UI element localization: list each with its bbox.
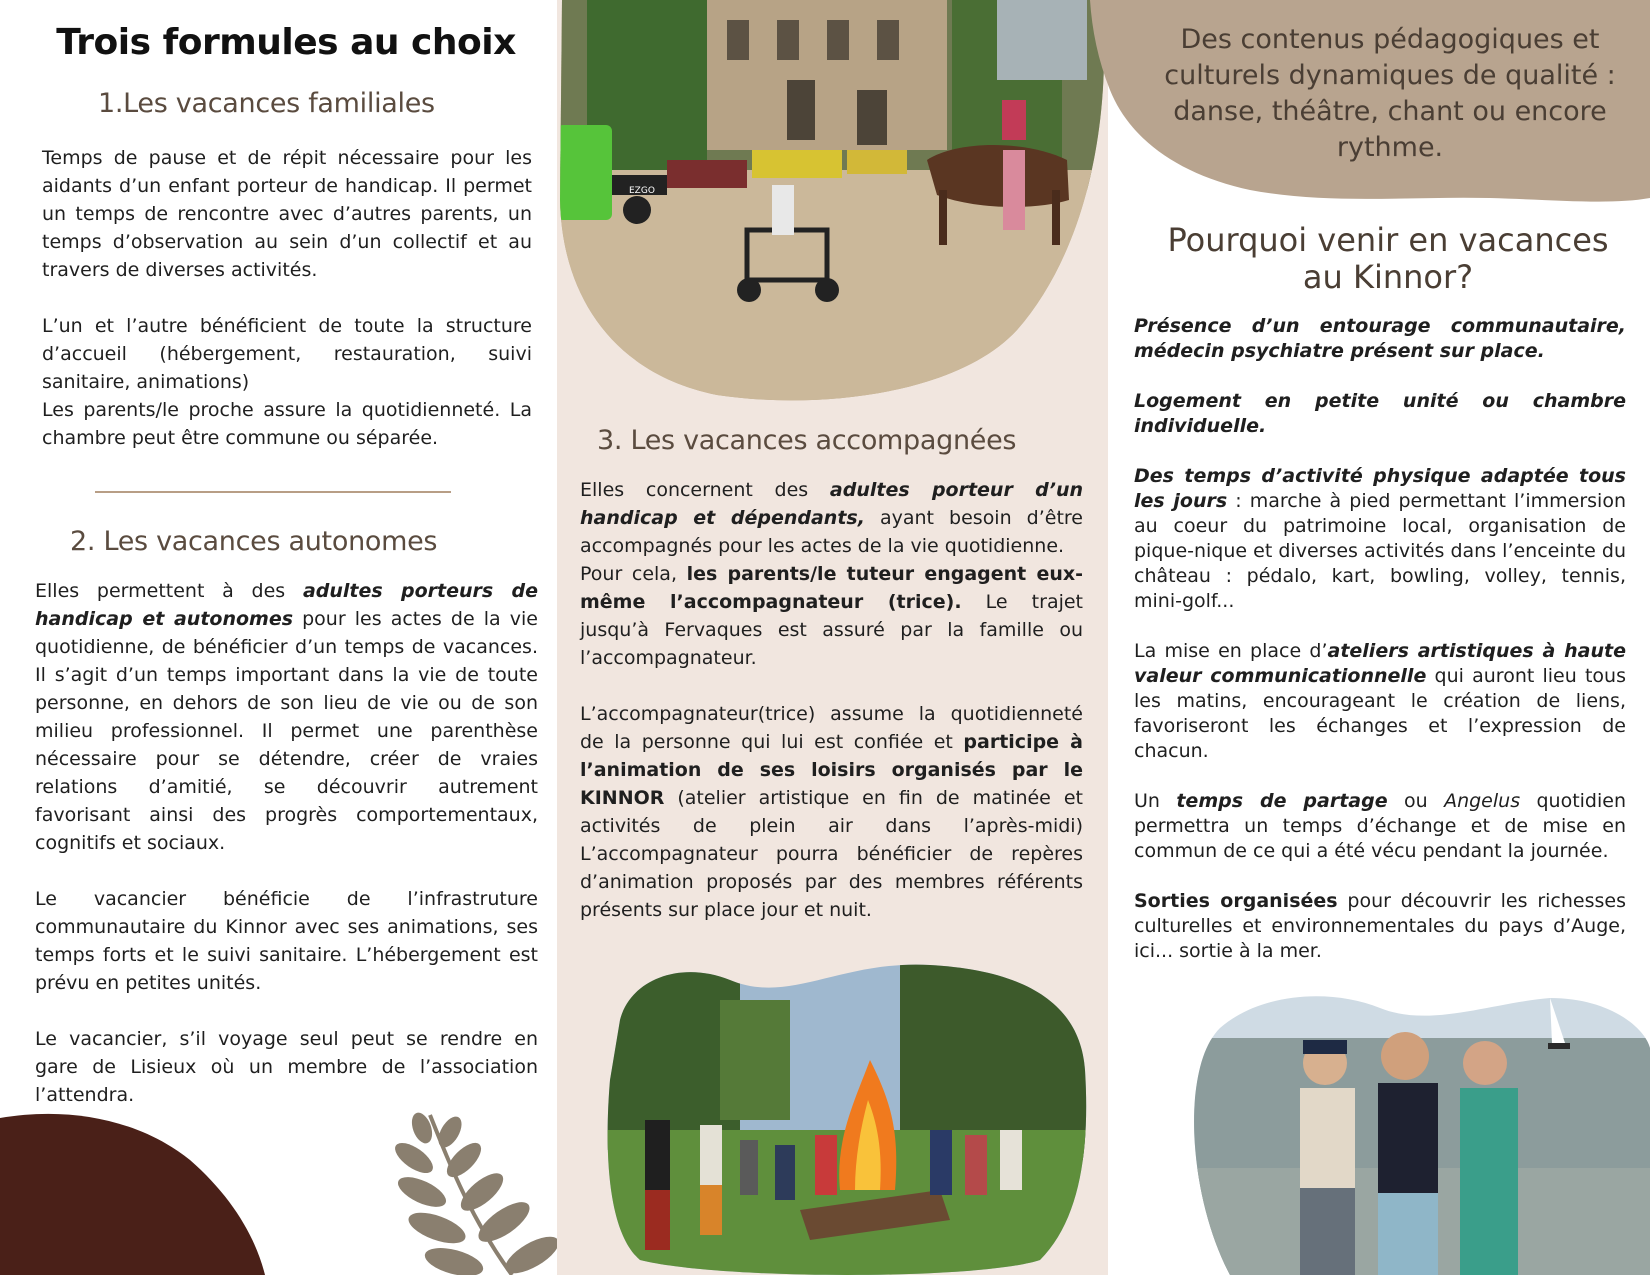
photo-chateau-courtyard [557,0,1108,402]
corner-blob-decoration [0,1110,270,1275]
section2-p1-emphasis: adultes porteurs de handicap et autonomes [35,580,539,630]
section1-body [42,144,532,452]
section1-paragraph-3: Les parents/le proche assure la quotidienneté. La chambre peut être commune ou séparée. [42,399,532,449]
reason-item-sharing [1134,789,1626,864]
reason-sharing-text-2: ou [1387,790,1445,812]
reason-item-outings [1134,889,1626,964]
reason-item-workshops [1134,639,1626,764]
page-title: Trois formules au choix [56,22,516,63]
section2-body [35,577,538,1109]
section3-p2-text-end: Le trajet jusqu’à Fervaques est assuré par la famille ou l’accompagnateur. [580,591,1083,669]
section1-title: 1.Les vacances familiales [98,88,435,119]
section2-paragraph-3: Le vacancier, s’il voyage seul peut se rendre en gare de Lisieux où un membre de l’association l’attendra. [35,1028,538,1106]
section1-paragraph-2: L’un et l’autre bénéficient de toute la structure d’accueil (hébergement, restauration, suivi sanitaire, animations) [42,315,532,393]
section3-p2-emphasis: les parents/le tuteur engagent eux-même l’accompagnateur (trice). [580,563,1084,613]
section2-paragraph-1 [35,577,538,857]
reason-sharing-text-end: quotidien permettra un temps d’échange et de mise en commun de ce qui a été vécu pendant la journée. [1134,790,1627,862]
section2-p1-text: Elles permettent à des [35,580,303,602]
reason-sharing-text: Un [1134,790,1177,812]
reason-sharing-emphasis: temps de partage [1176,790,1388,812]
why-title: Pourquoi venir en vacances au Kinnor? [1167,221,1609,296]
section-divider [95,491,451,493]
section3-p1-emphasis: adultes porteur d’un handicap et dépendants, [580,479,1083,529]
reason-activity-text: : marche à pied permettant l’immersion au coeur du patrimoine local, organisation de pique-nique et diverses activités dans l’enceinte du château : pédalo, kart, bowling, volley, tennis, mini-golf... [1134,490,1626,612]
reasons-list [1134,314,1626,989]
leaf-icon [392,1110,572,1275]
section3-paragraph-2 [580,560,1083,672]
reason-workshops-emphasis: ateliers artistiques à haute valeur communicationnelle [1134,640,1626,687]
reason-sharing-angelus: Angelus [1444,790,1521,812]
reason-outings-emphasis: Sorties organisées [1134,890,1338,912]
section3-body [580,476,1083,924]
section3-paragraph-3 [580,700,1083,924]
section3-p3-emphasis: participe à l’animation de ses loisirs organisés par le KINNOR [580,731,1084,809]
section3-paragraph-1 [580,476,1083,560]
section2-title: 2. Les vacances autonomes [70,526,438,557]
photo-seaside-outing [1190,988,1650,1275]
photo-bonfire-group [600,960,1090,1275]
reason-activity-emphasis: Des temps d’activité physique adaptée tous les jours [1134,465,1626,512]
section3-p1-text: Elles concernent des [580,479,830,501]
reason-workshops-text: La mise en place d’ [1134,640,1328,662]
section1-paragraph-1: Temps de pause et de répit nécessaire pour les aidants d’un enfant porteur de handicap. Il permet un temps de rencontre avec d’autres parents, un temps d’observation au sein d’un collectif et au travers de diverses activités. [42,147,532,281]
highlight-quote: Des contenus pédagogiques et culturels dynamiques de qualité : danse, théâtre, chant ou encore rythme. [1164,24,1616,163]
section3-p3-text: L’accompagnateur(trice) assume la quotidienneté de la personne qui lui est confiée et [580,703,1083,753]
reason-outings-text: pour découvrir les richesses culturelles et environnementales du pays d’Auge, ici... sortie à la mer. [1134,890,1626,962]
section3-p2-text: Pour cela, [580,563,687,585]
reason-workshops-text-end: qui auront lieu tous les matins, encourageant le création de liens, favoriseront les échanges et l’expression de chacun. [1134,665,1626,762]
kart-badge: EZGO [629,186,655,196]
section2-p1-text-end: pour les actes de la vie quotidienne, de bénéficier d’un temps de vacances. Il s’agit d’un temps important dans la vie de toute personne, en dehors de son lieu de vie ou de son milieu professionnel. Il permet une parenthèse nécessaire pour se détendre, créer de vraies relations d’amitié, se découvrir autrement favorisant ainsi des progrès comportementaux, cognitifs et sociaux. [35,608,538,854]
reason-item-housing: Logement en petite unité ou chambre individuelle. [1134,390,1626,437]
section3-p1-text-end: ayant besoin d’être accompagnés pour les actes de la vie quotidienne. [580,507,1083,557]
reason-item-activity [1134,464,1626,614]
section3-p3-text-end: (atelier artistique en fin de matinée et activités de plein air dans l’après-midi) L’accompagnateur pourra bénéficier de repères d’animation proposés par des membres référents présents sur place jour et nuit. [580,787,1083,921]
section2-paragraph-2: Le vacancier bénéficie de l’infrastruture communautaire du Kinnor avec ses animations, ses temps forts et le suivi sanitaire. L’hébergement est prévu en petites unités. [35,888,538,994]
section3-title: 3. Les vacances accompagnées [597,425,1017,456]
reason-item-community: Présence d’un entourage communautaire, médecin psychiatre présent sur place. [1134,315,1626,362]
